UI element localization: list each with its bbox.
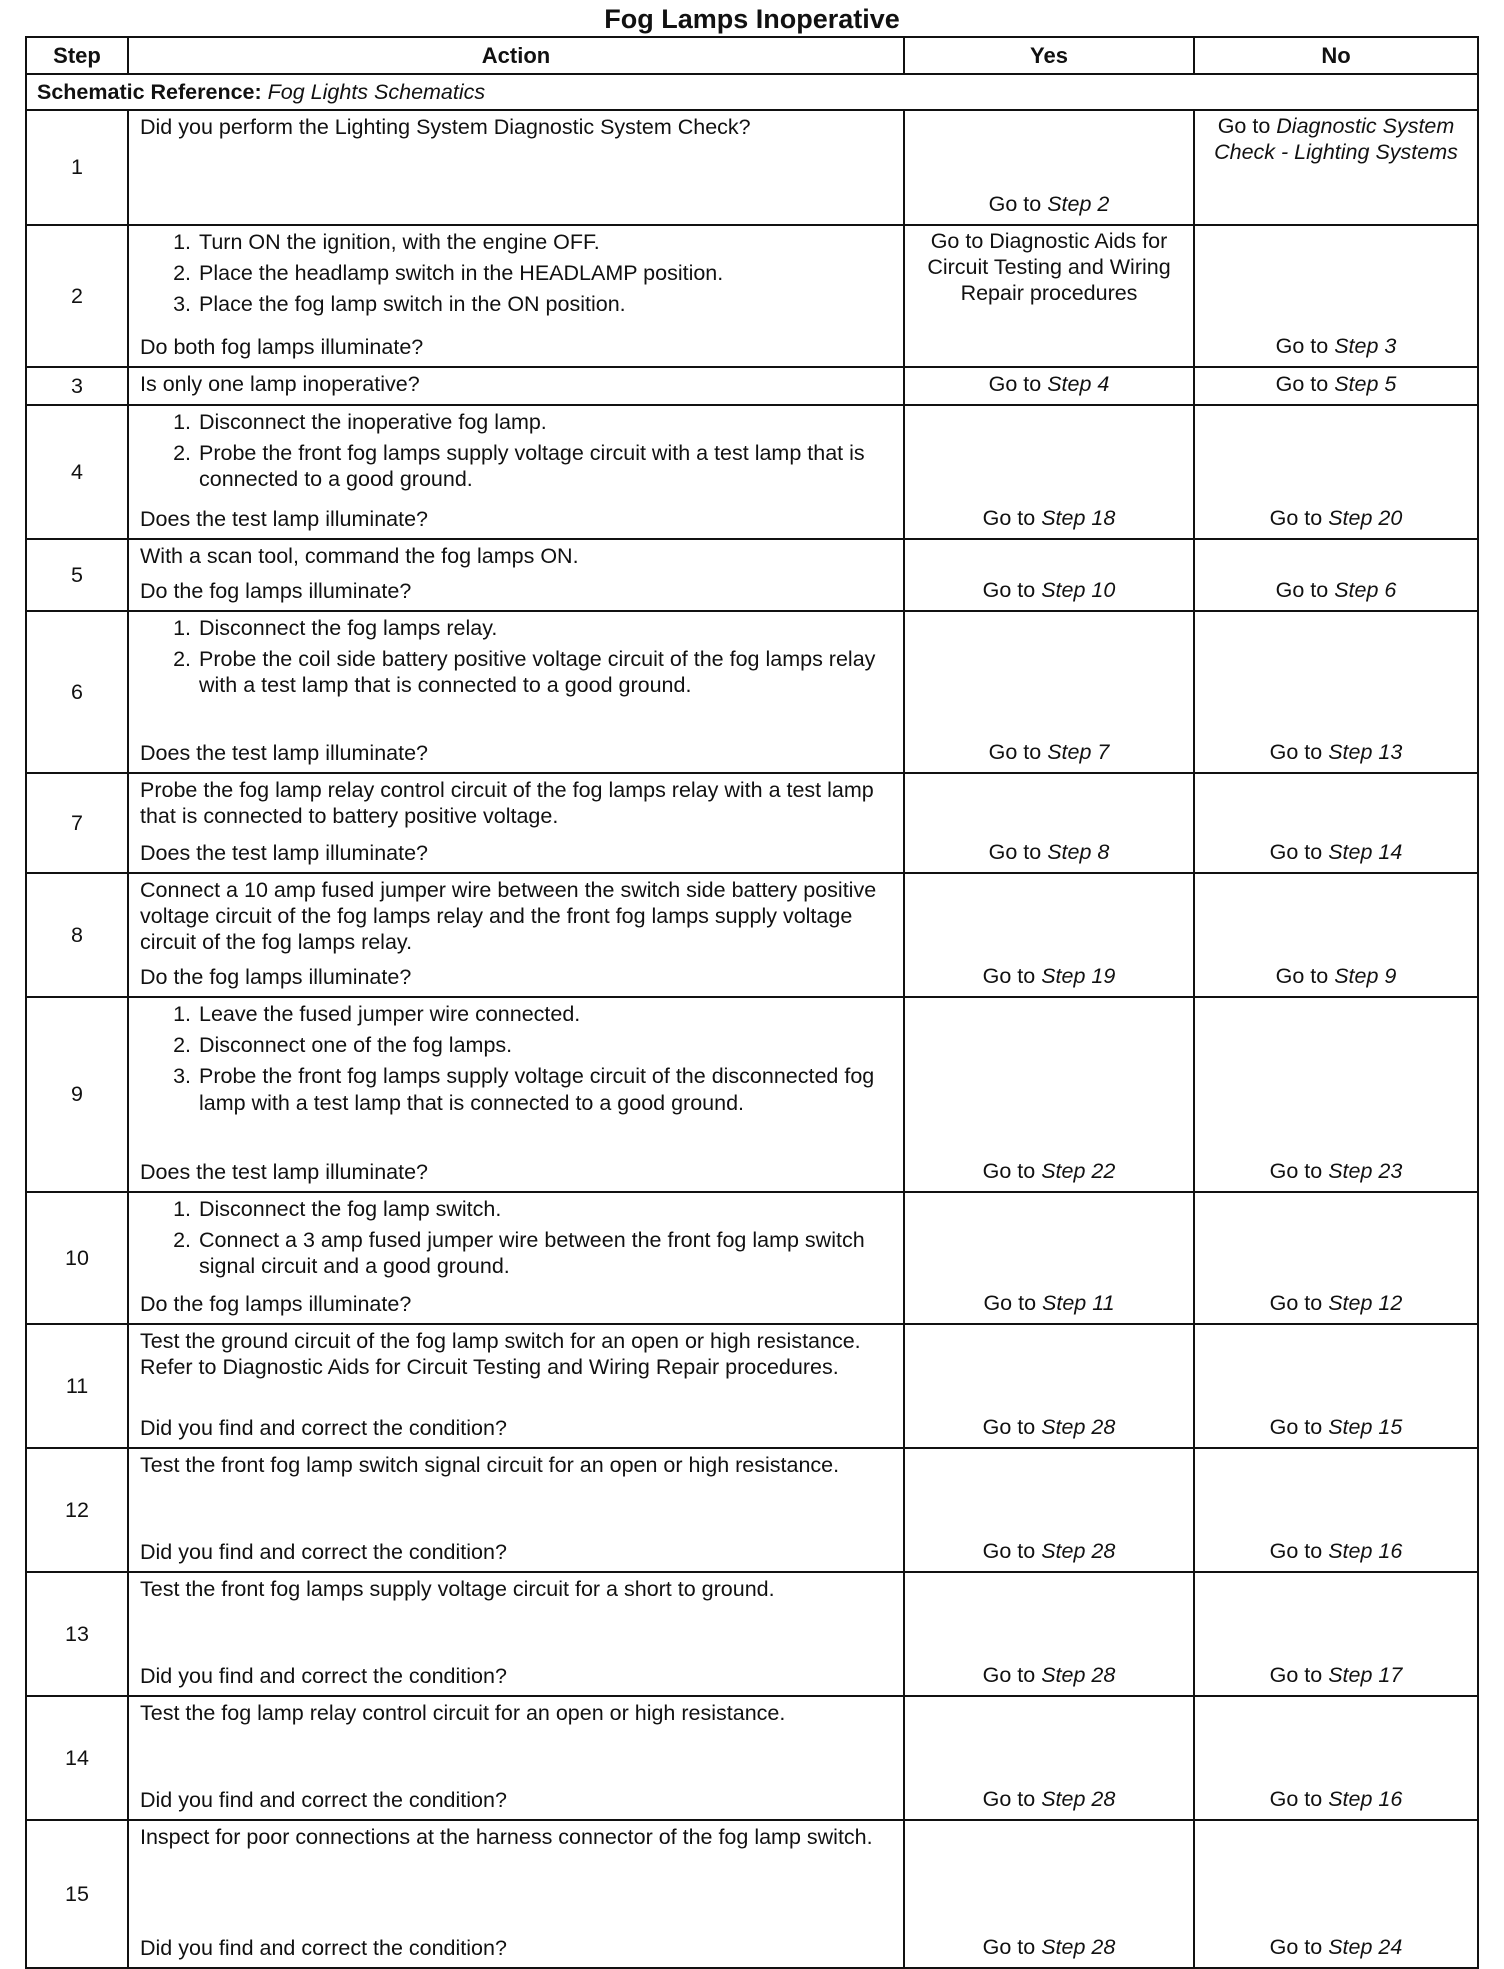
action-text: Test the front fog lamps supply voltage circuit for a short to ground. <box>140 1577 775 1601</box>
step-number: 4 <box>26 405 128 539</box>
step-number: 3 <box>26 367 128 405</box>
action-cell <box>128 539 904 611</box>
no-step-ref: Step 17 <box>1328 1663 1403 1688</box>
go-to-label: Go to <box>982 1787 1036 1812</box>
action-list <box>140 615 893 699</box>
go-to-label: Go to <box>1275 964 1329 989</box>
schematic-reference <box>26 74 1478 110</box>
action-cell <box>128 1192 904 1324</box>
go-to-label: Go to <box>1269 506 1323 531</box>
yes-step-ref: Step 8 <box>1047 840 1110 865</box>
go-to-label: Go to <box>1269 1291 1323 1316</box>
action-cell <box>128 611 904 773</box>
no-cell <box>1194 367 1478 405</box>
step-number: 6 <box>26 611 128 773</box>
no-cell <box>1194 611 1478 773</box>
go-to-label: Go to <box>1269 1415 1323 1440</box>
action-list <box>140 1001 893 1116</box>
yes-cell <box>904 611 1194 773</box>
no-cell <box>1194 1820 1478 1968</box>
action-text: Test the ground circuit of the fog lamp switch for an open or high resistance. Refer to Diagnostic Aids for Circuit Testing and Wiring Repair procedures. <box>140 1329 861 1380</box>
step-row <box>26 539 1478 611</box>
no-step-ref: Step 16 <box>1328 1539 1403 1564</box>
no-step-ref: Step 6 <box>1334 578 1397 603</box>
yes-cell <box>904 873 1194 997</box>
action-list-item: 1. Leave the fused jumper wire connected. <box>197 1001 893 1027</box>
action-list-item: 2. Place the headlamp switch in the HEADLAMP position. <box>197 260 893 286</box>
go-to-label: Go to <box>982 506 1036 531</box>
go-to-label: Go to <box>1275 334 1329 359</box>
schematic-reference-row <box>26 74 1478 110</box>
action-text: With a scan tool, command the fog lamps ON. <box>140 544 579 568</box>
go-to-label: Go to <box>982 578 1036 603</box>
action-list <box>140 229 893 318</box>
no-step-ref: Step 20 <box>1328 506 1403 531</box>
yes-step-ref: Step 19 <box>1041 964 1116 989</box>
step-row <box>26 1448 1478 1572</box>
yes-cell <box>904 225 1194 367</box>
no-step-ref: Step 5 <box>1334 372 1397 397</box>
action-list-item: 1. Disconnect the fog lamp switch. <box>197 1196 893 1222</box>
no-cell <box>1194 1192 1478 1324</box>
step-row <box>26 997 1478 1192</box>
action-question: Does the test lamp illuminate? <box>140 740 429 765</box>
go-to-label: Go to <box>982 1663 1036 1688</box>
action-question: Did you find and correct the condition? <box>140 1539 507 1564</box>
page-title: Fog Lamps Inoperative <box>604 4 900 34</box>
step-number: 14 <box>26 1696 128 1820</box>
yes-step-ref: Step 28 <box>1041 1787 1116 1812</box>
no-cell <box>1194 773 1478 873</box>
no-cell <box>1194 539 1478 611</box>
action-list-item: 1. Disconnect the fog lamps relay. <box>197 615 893 641</box>
action-question: Did you find and correct the condition? <box>140 1787 507 1812</box>
go-to-label: Go to <box>982 1539 1036 1564</box>
action-text: Did you perform the Lighting System Diagnostic System Check? <box>140 115 751 139</box>
action-list <box>140 409 893 493</box>
action-cell <box>128 367 904 405</box>
action-question: Do the fog lamps illuminate? <box>140 578 412 603</box>
action-cell <box>128 873 904 997</box>
step-number: 12 <box>26 1448 128 1572</box>
action-cell <box>128 1572 904 1696</box>
action-text: Inspect for poor connections at the harness connector of the fog lamp switch. <box>140 1825 873 1849</box>
no-cell <box>1194 405 1478 539</box>
action-question: Did you find and correct the condition? <box>140 1935 507 1960</box>
action-cell <box>128 773 904 873</box>
step-number: 15 <box>26 1820 128 1968</box>
action-text: Connect a 10 amp fused jumper wire between the switch side battery positive voltage circuit of the fog lamps relay and the front fog lamps supply voltage circuit of the fog lamps relay. <box>140 878 877 955</box>
yes-cell <box>904 1192 1194 1324</box>
yes-step-ref: Step 10 <box>1041 578 1116 603</box>
go-to-label: Go to <box>1269 1935 1323 1960</box>
no-cell <box>1194 110 1478 225</box>
action-list-item: 3. Place the fog lamp switch in the ON position. <box>197 291 893 317</box>
go-to-label: Go to <box>1217 114 1271 138</box>
no-step-ref: Step 15 <box>1328 1415 1403 1440</box>
go-to-label: Go to <box>988 840 1042 865</box>
yes-step-ref: Step 28 <box>1041 1935 1116 1960</box>
no-step-ref: Step 3 <box>1334 334 1397 359</box>
go-to-label: Go to <box>982 1159 1036 1184</box>
action-cell <box>128 110 904 225</box>
action-question: Does the test lamp illuminate? <box>140 506 429 531</box>
action-list-item: 2. Disconnect one of the fog lamps. <box>197 1032 893 1058</box>
step-number: 5 <box>26 539 128 611</box>
go-to-label: Go to <box>982 1935 1036 1960</box>
go-to-label: Go to <box>988 192 1042 217</box>
go-to-label: Go to <box>988 740 1042 765</box>
step-row <box>26 1572 1478 1696</box>
action-text: Test the fog lamp relay control circuit for an open or high resistance. <box>140 1701 786 1725</box>
go-to-label: Go to <box>1269 1787 1323 1812</box>
go-to-label: Go to <box>1269 840 1323 865</box>
go-to-label: Go to <box>982 964 1036 989</box>
step-row <box>26 110 1478 225</box>
action-question: Did you find and correct the condition? <box>140 1415 507 1440</box>
step-row <box>26 405 1478 539</box>
yes-step-ref: Step 7 <box>1047 740 1110 765</box>
yes-cell <box>904 997 1194 1192</box>
no-cell <box>1194 1324 1478 1448</box>
no-cell <box>1194 997 1478 1192</box>
action-question: Does the test lamp illuminate? <box>140 840 429 865</box>
yes-cell <box>904 1448 1194 1572</box>
step-row <box>26 1192 1478 1324</box>
yes-cell <box>904 1324 1194 1448</box>
header-no: No <box>1194 37 1478 74</box>
yes-cell <box>904 1572 1194 1696</box>
header-action: Action <box>128 37 904 74</box>
no-step-ref: Step 9 <box>1334 964 1397 989</box>
step-number: 1 <box>26 110 128 225</box>
action-list <box>140 1196 893 1280</box>
step-row <box>26 1324 1478 1448</box>
schematic-reference-label: Schematic Reference: <box>37 79 262 104</box>
yes-step-ref: Step 4 <box>1047 372 1110 397</box>
action-list-item: 1. Disconnect the inoperative fog lamp. <box>197 409 893 435</box>
no-step-ref: Step 12 <box>1328 1291 1403 1316</box>
yes-step-ref: Step 28 <box>1041 1663 1116 1688</box>
step-number: 7 <box>26 773 128 873</box>
step-row <box>26 1696 1478 1820</box>
step-number: 10 <box>26 1192 128 1324</box>
go-to-label: Go to <box>1269 1539 1323 1564</box>
go-to-label: Go to <box>983 1291 1037 1316</box>
yes-step-ref: Step 11 <box>1042 1291 1115 1316</box>
action-question: Do both fog lamps illuminate? <box>140 334 424 359</box>
no-cell <box>1194 1696 1478 1820</box>
diagnostic-table <box>25 36 1479 1969</box>
action-cell <box>128 405 904 539</box>
action-question: Do the fog lamps illuminate? <box>140 1291 412 1316</box>
action-list-item: 2. Connect a 3 amp fused jumper wire between the front fog lamp switch signal circuit and a good ground. <box>197 1227 893 1279</box>
yes-step-ref: Step 2 <box>1047 192 1110 217</box>
yes-step-ref: Step 28 <box>1041 1415 1116 1440</box>
yes-cell <box>904 367 1194 405</box>
go-to-label: Go to <box>982 1415 1036 1440</box>
step-number: 9 <box>26 997 128 1192</box>
header-yes: Yes <box>904 37 1194 74</box>
action-cell <box>128 997 904 1192</box>
step-row <box>26 1820 1478 1968</box>
yes-cell <box>904 539 1194 611</box>
action-question: Did you find and correct the condition? <box>140 1663 507 1688</box>
go-to-label: Go to <box>1275 372 1329 397</box>
yes-step-ref: Step 22 <box>1041 1159 1116 1184</box>
go-to-label: Go to <box>1269 1159 1323 1184</box>
no-step-ref: Step 14 <box>1328 840 1403 865</box>
step-row <box>26 611 1478 773</box>
action-text: Is only one lamp inoperative? <box>140 372 420 396</box>
yes-cell <box>904 773 1194 873</box>
schematic-reference-value: Fog Lights Schematics <box>267 79 486 104</box>
yes-text: Go to Diagnostic Aids for Circuit Testing and Wiring Repair procedures <box>927 229 1171 305</box>
step-row <box>26 367 1478 405</box>
step-row <box>26 225 1478 367</box>
go-to-label: Go to <box>1275 578 1329 603</box>
action-question: Does the test lamp illuminate? <box>140 1159 429 1184</box>
no-step-ref: Step 24 <box>1328 1935 1403 1960</box>
action-text: Test the front fog lamp switch signal circuit for an open or high resistance. <box>140 1453 840 1477</box>
no-cell <box>1194 1448 1478 1572</box>
go-to-label: Go to <box>988 372 1042 397</box>
no-step-ref: Step 13 <box>1328 740 1403 765</box>
step-row <box>26 873 1478 997</box>
no-cell <box>1194 873 1478 997</box>
action-cell <box>128 1324 904 1448</box>
step-number: 2 <box>26 225 128 367</box>
step-number: 13 <box>26 1572 128 1696</box>
step-number: 11 <box>26 1324 128 1448</box>
action-cell <box>128 1820 904 1968</box>
yes-cell <box>904 1820 1194 1968</box>
header-step: Step <box>26 37 128 74</box>
no-step-ref: Step 23 <box>1328 1159 1403 1184</box>
no-cell <box>1194 1572 1478 1696</box>
go-to-label: Go to <box>1269 1663 1323 1688</box>
action-cell <box>128 1696 904 1820</box>
no-reference: Diagnostic System Check - Lighting Systems <box>1214 114 1458 164</box>
action-question: Do the fog lamps illuminate? <box>140 964 412 989</box>
action-cell <box>128 1448 904 1572</box>
yes-cell <box>904 110 1194 225</box>
yes-cell <box>904 1696 1194 1820</box>
yes-cell <box>904 405 1194 539</box>
step-number: 8 <box>26 873 128 997</box>
yes-step-ref: Step 28 <box>1041 1539 1116 1564</box>
go-to-label: Go to <box>1269 740 1323 765</box>
yes-step-ref: Step 18 <box>1041 506 1116 531</box>
action-list-item: 1. Turn ON the ignition, with the engine OFF. <box>197 229 893 255</box>
step-row <box>26 773 1478 873</box>
action-list-item: 2. Probe the front fog lamps supply voltage circuit with a test lamp that is connected to a good ground. <box>197 440 893 492</box>
no-step-ref: Step 16 <box>1328 1787 1403 1812</box>
no-cell <box>1194 225 1478 367</box>
action-text: Probe the fog lamp relay control circuit of the fog lamps relay with a test lamp that is connected to battery positive voltage. <box>140 778 874 829</box>
action-list-item: 2. Probe the coil side battery positive voltage circuit of the fog lamps relay with a test lamp that is connected to a good ground. <box>197 646 893 698</box>
header-row <box>26 37 1478 74</box>
action-cell <box>128 225 904 367</box>
action-list-item: 3. Probe the front fog lamps supply voltage circuit of the disconnected fog lamp with a test lamp that is connected to a good ground. <box>197 1063 893 1115</box>
